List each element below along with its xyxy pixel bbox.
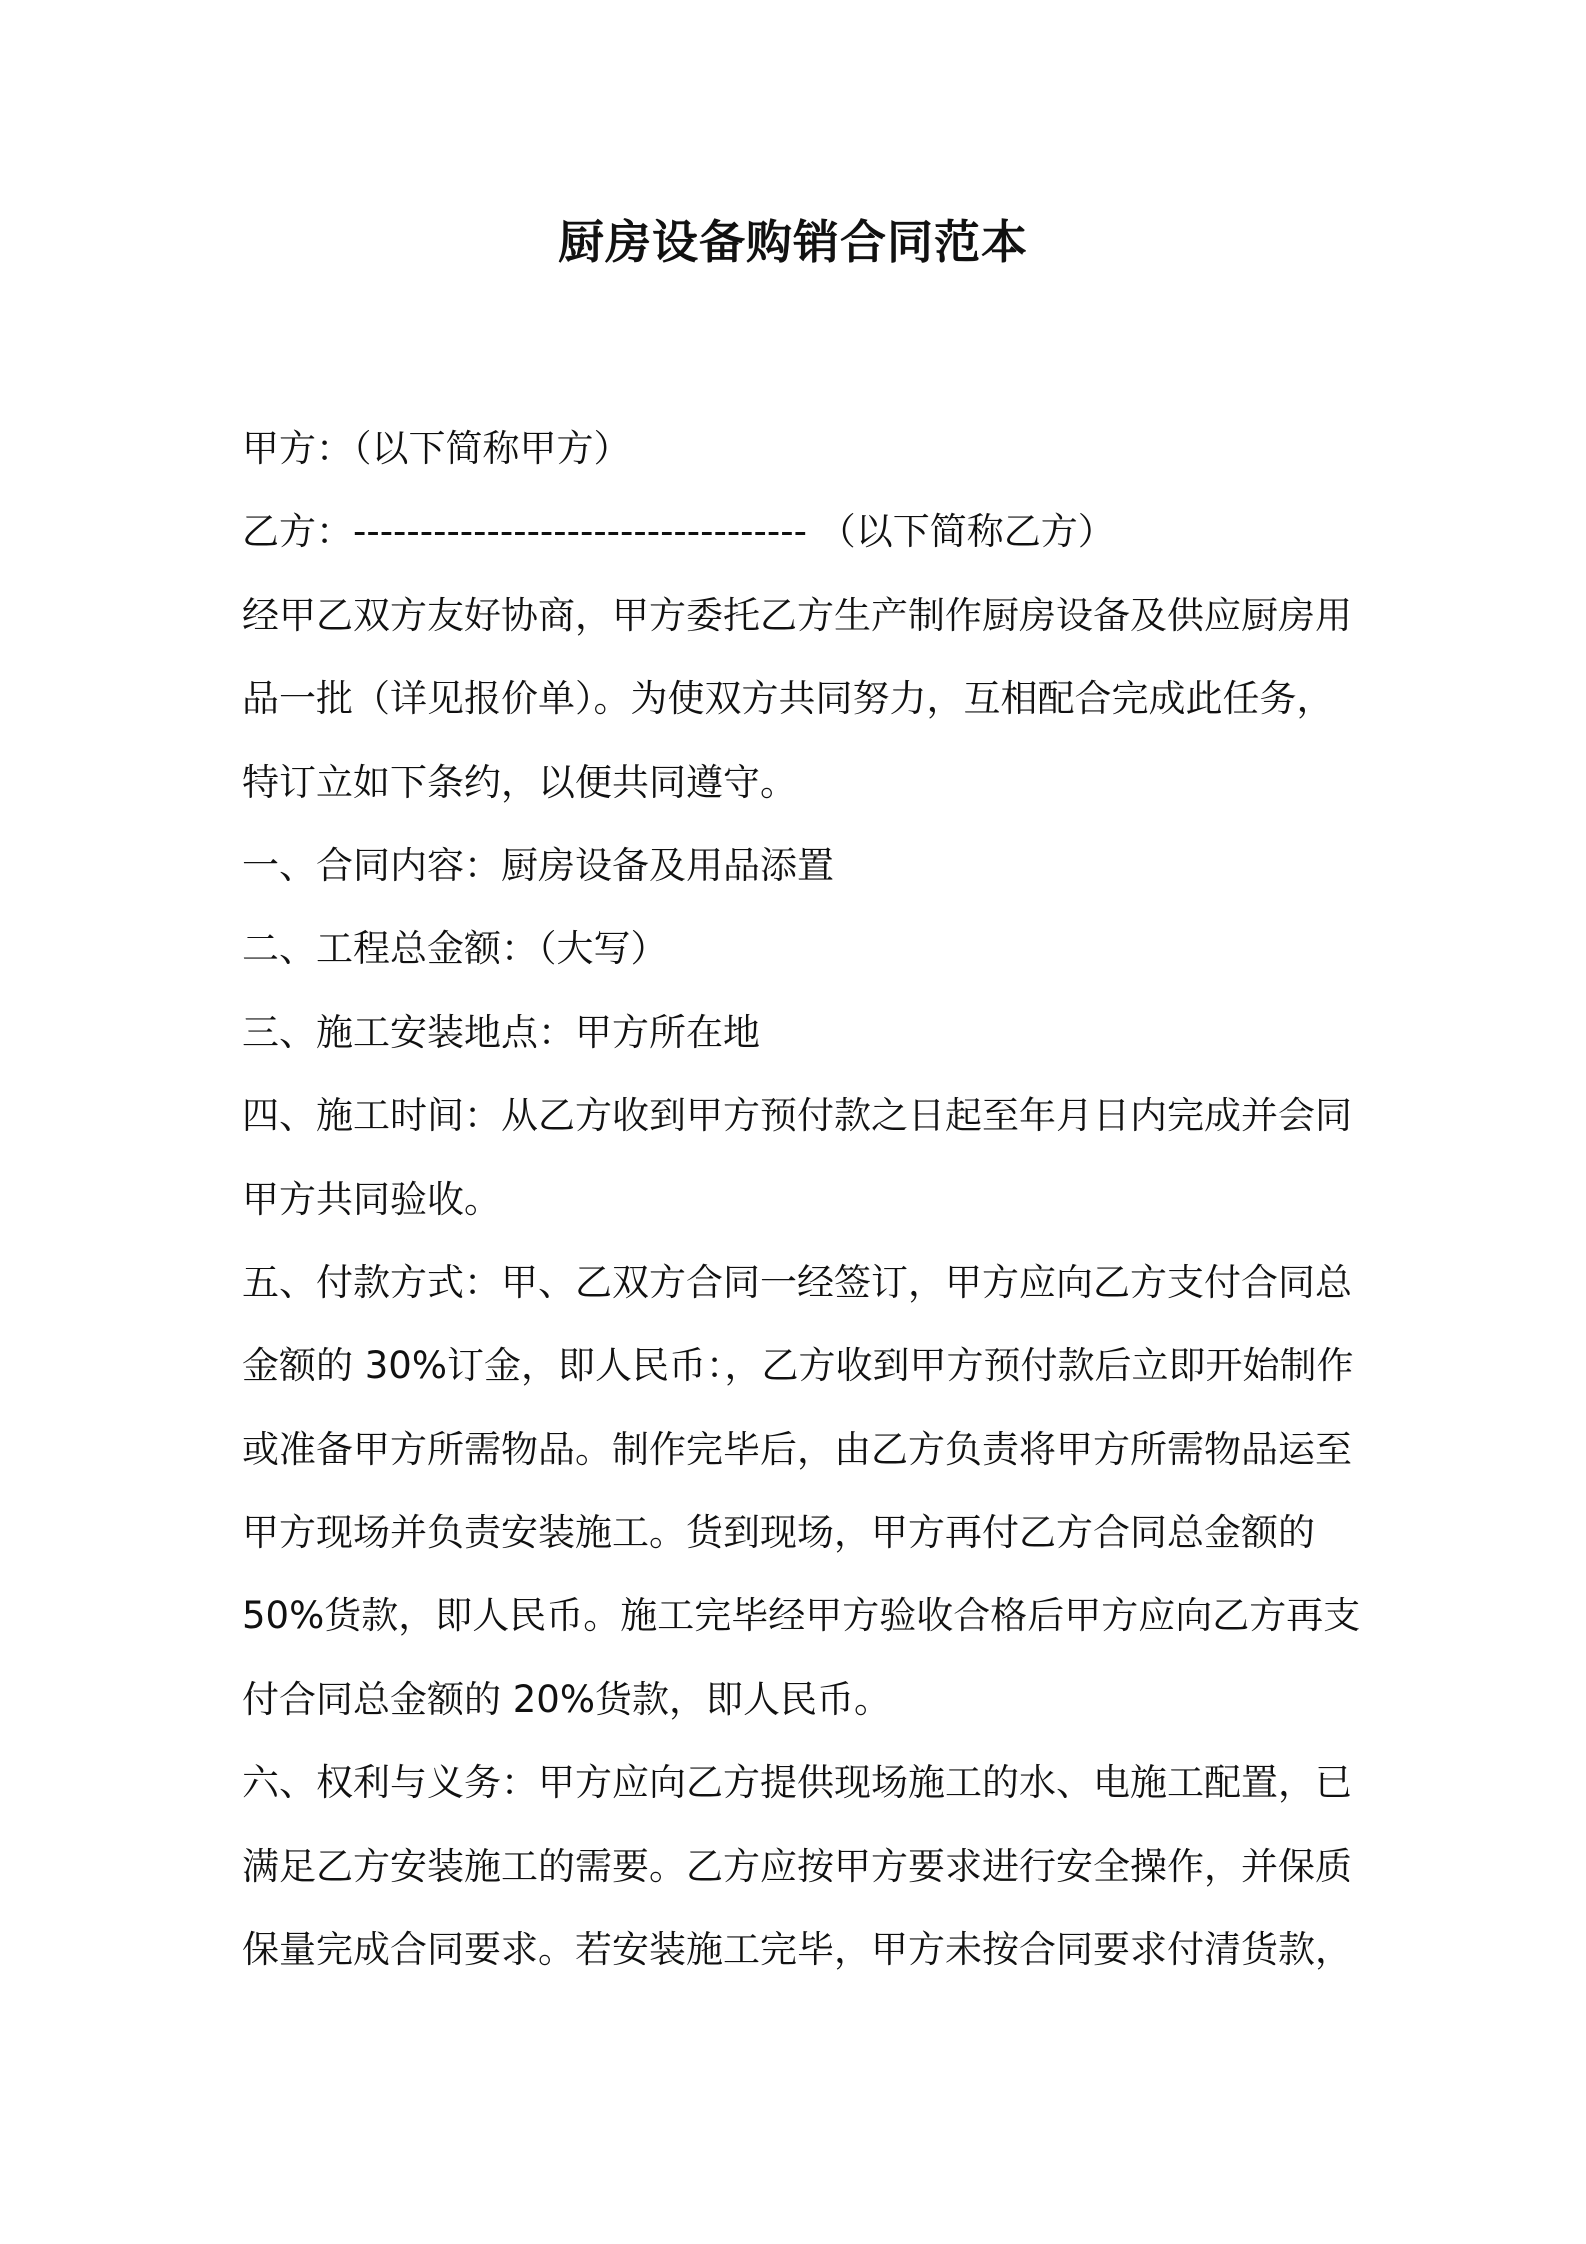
clause-6-rights-line-2: 满足乙方安装施工的需要。乙方应按甲方要求进行安全操作，并保质: [242, 1844, 1352, 1888]
clause-4-construction-time-line-1: 四、施工时间：从乙方收到甲方预付款之日起至年月日内完成并会同: [242, 1094, 1352, 1138]
party-a-line: 甲方：（以下简称甲方）: [242, 427, 631, 470]
clause-2-total-amount: 二、工程总金额：（大写）: [242, 927, 668, 971]
preamble-line-1: 经甲乙双方友好协商，甲方委托乙方生产制作厨房设备及供应厨房用: [242, 593, 1352, 637]
clause-5-payment-line-3: 或准备甲方所需物品。制作完毕后，由乙方负责将甲方所需物品运至: [242, 1427, 1352, 1471]
clause-5-payment-line-2: 金额的 30%订金，即人民币：，乙方收到甲方预付款后立即开始制作: [242, 1344, 1354, 1388]
document-title: 厨房设备购销合同范本: [558, 215, 1028, 269]
clause-5-payment-line-6: 付合同总金额的 20%货款，即人民币。: [242, 1677, 891, 1721]
clause-6-rights-line-1: 六、权利与义务：甲方应向乙方提供现场施工的水、电施工配置，已: [242, 1761, 1352, 1805]
clause-4-construction-time-line-2: 甲方共同验收。: [242, 1177, 501, 1221]
clause-5-payment-line-5: 50%货款，即人民币。施工完毕经甲方验收合格后甲方应向乙方再支: [242, 1594, 1361, 1638]
clause-5-payment-line-1: 五、付款方式：甲、乙双方合同一经签订，甲方应向乙方支付合同总: [242, 1260, 1352, 1304]
clause-1-contract-content: 一、合同内容：厨房设备及用品添置: [242, 843, 834, 887]
preamble-line-2: 品一批（详见报价单）。为使双方共同努力，互相配合完成此任务，: [242, 677, 1334, 721]
party-b-line: 乙方：---------------------------------- （以下简称乙方）: [242, 510, 1115, 554]
document-body: [242, 407, 1362, 1991]
preamble-line-3: 特订立如下条约，以便共同遵守。: [242, 760, 797, 804]
clause-3-install-location: 三、施工安装地点：甲方所在地: [242, 1010, 760, 1054]
clause-5-payment-line-4: 甲方现场并负责安装施工。货到现场，甲方再付乙方合同总金额的: [242, 1511, 1315, 1555]
clause-6-rights-line-3: 保量完成合同要求。若安装施工完毕，甲方未按合同要求付清货款，: [242, 1928, 1352, 1972]
